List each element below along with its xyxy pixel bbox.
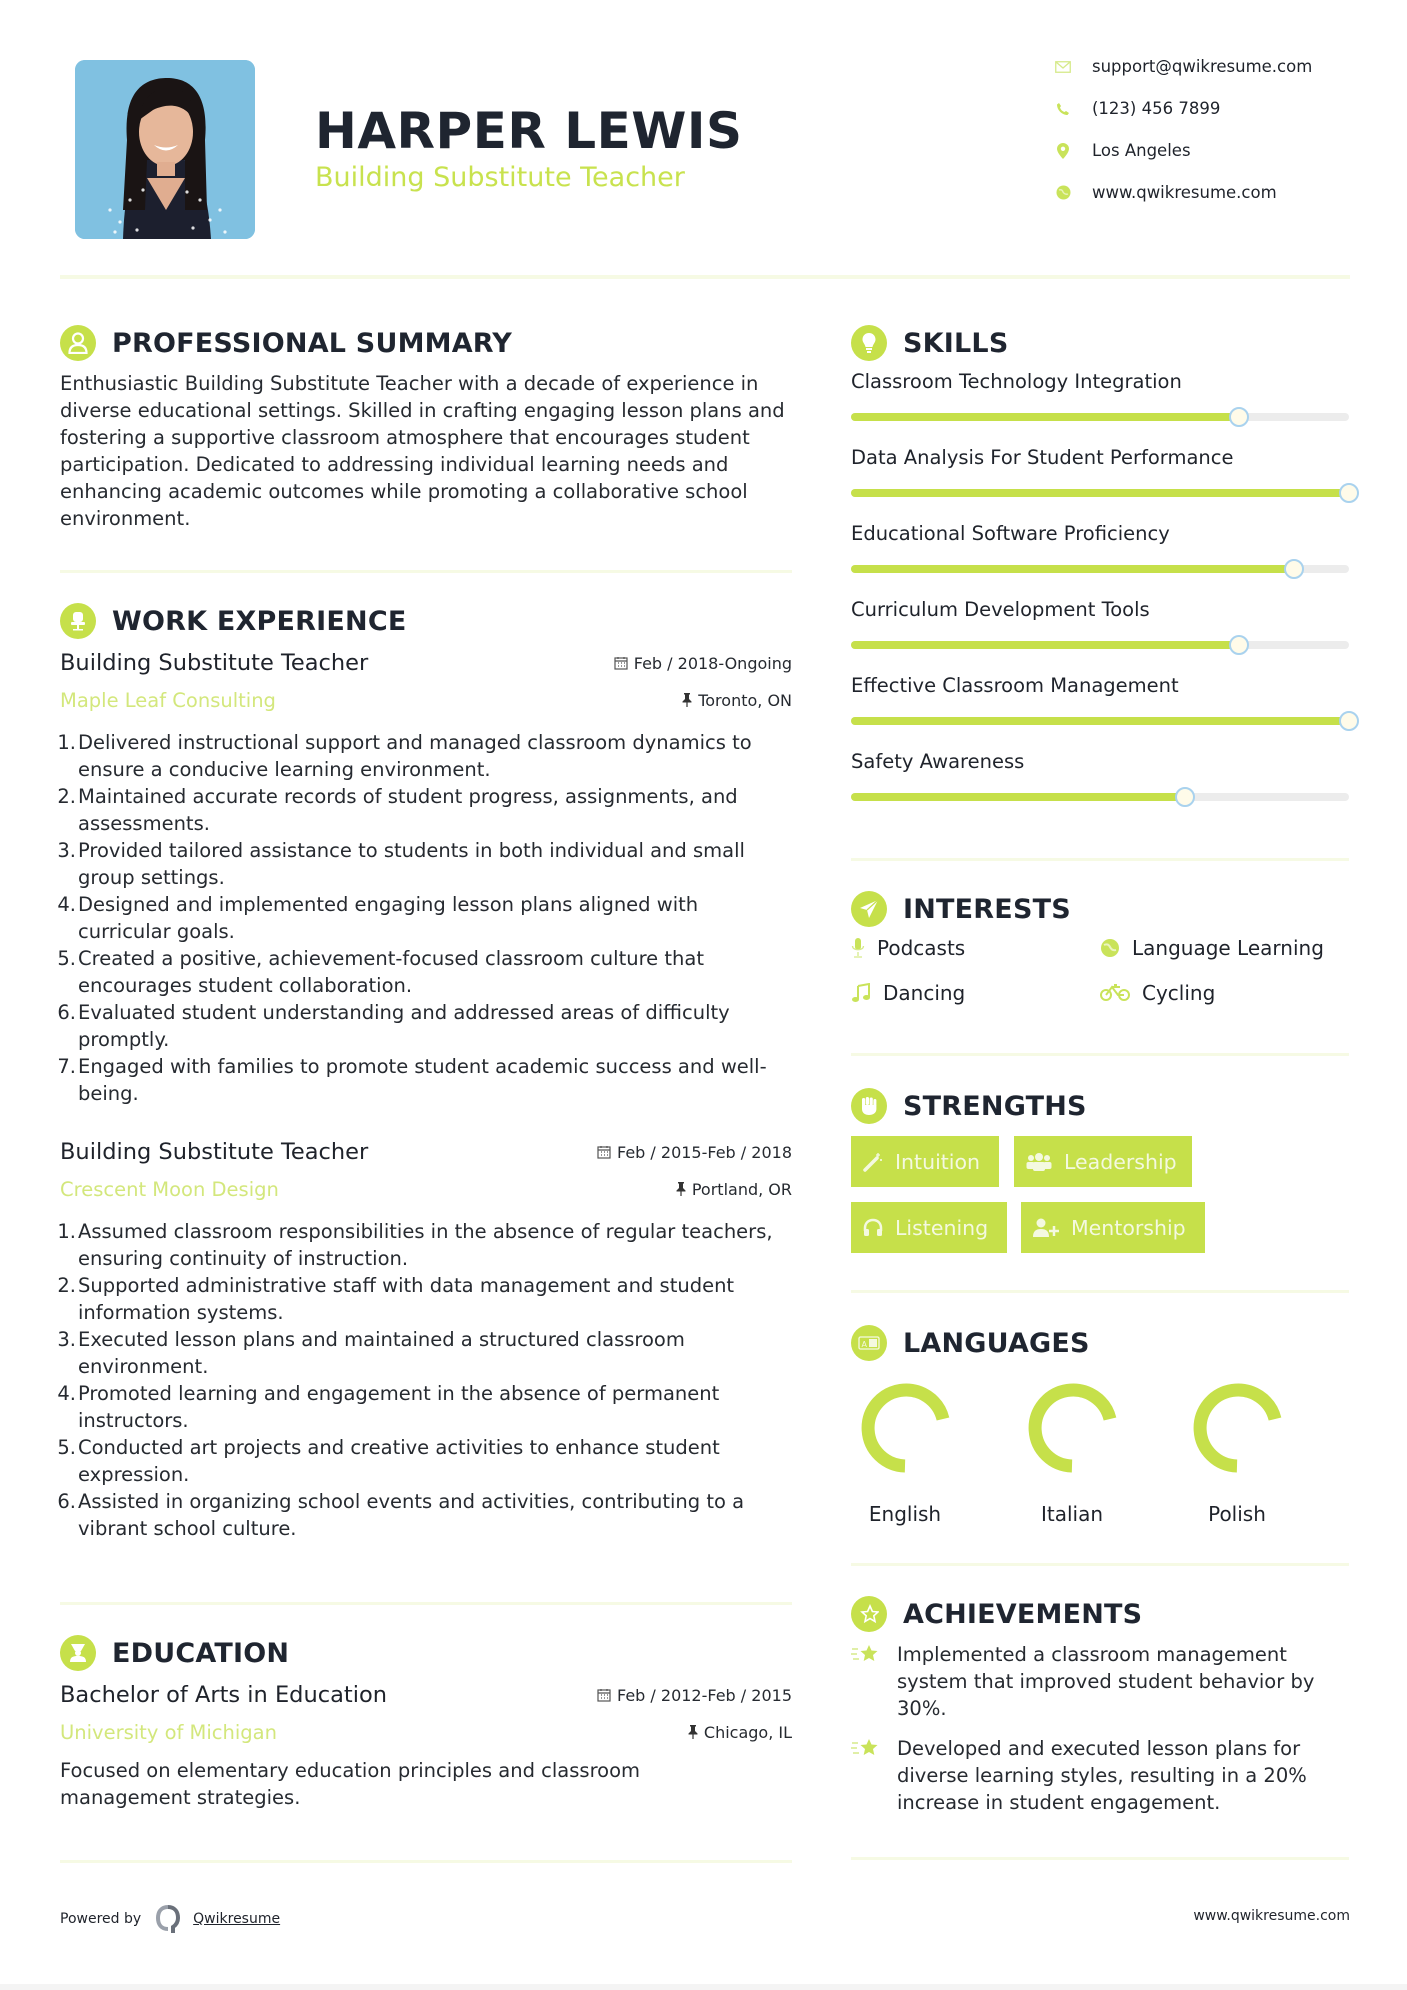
list-item: Assisted in organizing school events and activities, contributing to a vibrant school culture. — [78, 1490, 745, 1540]
education-location: Chicago, IL — [688, 1723, 792, 1742]
list-item: Designed and implemented engaging lesson plans aligned with curricular goals. — [78, 893, 699, 943]
qwikresume-logo-icon — [155, 1904, 181, 1934]
summary-title: PROFESSIONAL SUMMARY — [112, 327, 513, 359]
job-dates: Feb / 2018-Ongoing — [614, 654, 792, 673]
skill-item — [851, 370, 1349, 446]
languages-title: LANGUAGES — [903, 1327, 1090, 1359]
candidate-name: HARPER LEWIS — [315, 102, 743, 160]
skill-bar — [851, 793, 1349, 801]
skill-bar-fill — [851, 641, 1239, 649]
language-label: Polish — [1208, 1502, 1266, 1526]
skill-bar-fill — [851, 717, 1349, 725]
microphone-icon — [851, 937, 865, 959]
language-polish — [1177, 1378, 1297, 1526]
candidate-title: Building Substitute Teacher — [315, 162, 685, 193]
job-responsibilities — [60, 1218, 792, 1542]
language-italian — [1012, 1378, 1132, 1526]
language-label: English — [868, 1502, 942, 1526]
skills-list — [851, 370, 1349, 826]
education-dates: Feb / 2012-Feb / 2015 — [597, 1686, 792, 1705]
education-description: Focused on elementary education principles and classroom management strategies. — [60, 1759, 641, 1809]
paper-plane-icon — [851, 891, 887, 927]
user-icon — [60, 325, 96, 361]
skill-label: Classroom Technology Integration — [851, 370, 1182, 393]
job-location: Toronto, ON — [682, 691, 792, 710]
svg-text:A: A — [861, 1340, 867, 1349]
skill-item — [851, 674, 1349, 750]
language-progress-ring — [1022, 1378, 1122, 1478]
powered-by-label: Powered by — [60, 1911, 142, 1927]
skill-item — [851, 446, 1349, 522]
list-item: Created a positive, achievement-focused classroom culture that encourages student collaboration. — [78, 947, 704, 997]
skill-item — [851, 750, 1349, 826]
summary-divider — [60, 570, 792, 573]
skill-label: Curriculum Development Tools — [851, 598, 1150, 621]
education-divider — [60, 1860, 792, 1863]
language-progress-ring — [1187, 1378, 1287, 1478]
skill-bar-knob — [1339, 711, 1359, 731]
skill-bar — [851, 641, 1349, 649]
strengths-title: STRENGTHS — [903, 1090, 1087, 1122]
list-item: Conducted art projects and creative activities to enhance student expression. — [78, 1436, 720, 1486]
skill-bar-fill — [851, 413, 1239, 421]
list-item: Maintained accurate records of student progress, assignments, and assessments. — [78, 785, 738, 835]
skill-bar-fill — [851, 565, 1294, 573]
job-entry-2 — [60, 1137, 792, 1542]
contact-phone-text: (123) 456 7899 — [1092, 99, 1221, 118]
strengths-divider — [851, 1290, 1349, 1293]
experience-title: WORK EXPERIENCE — [112, 605, 407, 637]
globe-icon — [1052, 185, 1074, 200]
languages-divider — [851, 1563, 1349, 1566]
interest-language-learning: Language Learning — [1100, 936, 1324, 960]
strengths-heading — [851, 1086, 1087, 1126]
contact-location — [1052, 141, 1372, 160]
list-item: Assumed classroom responsibilities in the absence of regular teachers, ensuring continuity of instruction. — [78, 1220, 773, 1270]
job-title: Building Substitute Teacher — [60, 1139, 369, 1165]
company-name: Crescent Moon Design — [60, 1177, 279, 1201]
school-name: University of Michigan — [60, 1720, 277, 1744]
contact-website[interactable] — [1052, 183, 1372, 202]
chair-icon — [60, 603, 96, 639]
education-heading — [60, 1633, 289, 1673]
pushpin-icon — [688, 1725, 698, 1739]
skills-divider — [851, 858, 1349, 861]
summary-text: Enthusiastic Building Substitute Teacher with a decade of experience in diverse educational settings. Skilled in crafting engaging lesson plans and fostering a supportive classroom atmosphere that encourages student participation. Dedicated to addressing individual learning needs and enhancing academic outcomes while promoting a collaborative school environment. — [60, 372, 785, 530]
graduate-icon — [60, 1635, 96, 1671]
skill-bar-knob — [1284, 559, 1304, 579]
job-entry-1 — [60, 648, 792, 1107]
globe-icon — [1100, 938, 1120, 958]
footer-website[interactable]: www.qwikresume.com — [1193, 1908, 1350, 1924]
achievements-divider — [851, 1857, 1349, 1860]
pushpin-icon — [682, 693, 692, 707]
users-icon — [1026, 1152, 1052, 1172]
skill-label: Effective Classroom Management — [851, 674, 1179, 697]
skill-bar — [851, 413, 1349, 421]
skills-title: SKILLS — [903, 327, 1009, 359]
job-title: Building Substitute Teacher — [60, 650, 369, 676]
language-label: Italian — [1040, 1502, 1104, 1526]
language-progress-ring — [855, 1378, 955, 1478]
page-bottom-edge — [0, 1984, 1407, 1990]
skill-bar-fill — [851, 489, 1349, 497]
contact-phone[interactable] — [1052, 99, 1372, 118]
calendar-icon — [597, 1145, 611, 1159]
list-item: Provided tailored assistance to students in both individual and small group settings. — [78, 839, 745, 889]
contact-email-text: support@qwikresume.com — [1092, 57, 1313, 76]
pushpin-icon — [676, 1182, 686, 1196]
experience-heading — [60, 601, 406, 641]
shooting-star-icon — [851, 1735, 897, 1766]
interests-heading — [851, 889, 1071, 929]
footer-powered-by — [60, 1904, 280, 1934]
skill-bar — [851, 489, 1349, 497]
skill-bar-fill — [851, 793, 1185, 801]
skill-item — [851, 598, 1349, 674]
list-item: Evaluated student understanding and addressed areas of difficulty promptly. — [78, 1001, 730, 1051]
skill-bar-knob — [1339, 483, 1359, 503]
strength-chip-leadership: Leadership — [1014, 1136, 1192, 1187]
translate-icon — [851, 1325, 887, 1361]
skill-bar — [851, 565, 1349, 573]
job-location: Portland, OR — [676, 1180, 792, 1199]
skill-bar — [851, 717, 1349, 725]
skill-label: Educational Software Proficiency — [851, 522, 1170, 545]
achievements-heading — [851, 1594, 1142, 1634]
interest-cycling: Cycling — [1100, 981, 1215, 1005]
interest-dancing: Dancing — [851, 981, 965, 1005]
interest-podcasts: Podcasts — [851, 936, 965, 960]
list-item: Executed lesson plans and maintained a structured classroom environment. — [78, 1328, 685, 1378]
contact-website-text: www.qwikresume.com — [1092, 183, 1277, 202]
profile-photo — [75, 60, 255, 239]
skill-item — [851, 522, 1349, 598]
interests-divider — [851, 1053, 1349, 1056]
list-item: Delivered instructional support and managed classroom dynamics to ensure a conducive learning environment. — [78, 731, 752, 781]
achievements-title: ACHIEVEMENTS — [903, 1598, 1143, 1630]
fist-icon — [851, 1088, 887, 1124]
skill-bar-knob — [1175, 787, 1195, 807]
shooting-star-icon — [851, 1641, 897, 1672]
list-item: Promoted learning and engagement in the absence of permanent instructors. — [78, 1382, 720, 1432]
envelope-icon — [1052, 61, 1074, 73]
skill-bar-knob — [1229, 407, 1249, 427]
strength-chip-mentorship: Mentorship — [1021, 1202, 1205, 1253]
degree-name: Bachelor of Arts in Education — [60, 1682, 387, 1708]
education-entry — [60, 1680, 792, 1811]
languages-heading — [851, 1323, 1090, 1363]
header-divider — [60, 275, 1350, 279]
job-dates: Feb / 2015-Feb / 2018 — [597, 1143, 792, 1162]
strength-chip-intuition: Intuition — [851, 1136, 999, 1187]
skill-bar-knob — [1229, 635, 1249, 655]
company-name: Maple Leaf Consulting — [60, 688, 276, 712]
experience-divider — [60, 1602, 792, 1605]
strength-chip-listening: Listening — [851, 1202, 1007, 1253]
skill-label: Safety Awareness — [851, 750, 1025, 773]
achievement-item: Implemented a classroom management system that improved student behavior by 30%. — [851, 1641, 1349, 1722]
map-pin-icon — [1052, 143, 1074, 159]
skills-heading — [851, 323, 1008, 363]
phone-icon — [1052, 102, 1074, 116]
skill-label: Data Analysis For Student Performance — [851, 446, 1234, 469]
list-item: Engaged with families to promote student academic success and well-being. — [78, 1055, 767, 1105]
magic-wand-icon — [863, 1152, 883, 1172]
calendar-icon — [597, 1688, 611, 1702]
qwikresume-link[interactable]: Qwikresume — [193, 1911, 281, 1927]
education-title: EDUCATION — [112, 1637, 290, 1669]
interests-title: INTERESTS — [903, 893, 1071, 925]
job-responsibilities — [60, 729, 792, 1107]
calendar-icon — [614, 656, 628, 670]
music-note-icon — [851, 983, 871, 1003]
contact-email[interactable] — [1052, 57, 1372, 76]
contact-location-text: Los Angeles — [1092, 141, 1191, 160]
headphones-icon — [863, 1218, 883, 1238]
list-item: Supported administrative staff with data management and student information systems. — [78, 1274, 735, 1324]
bicycle-icon — [1100, 984, 1130, 1002]
lightbulb-icon — [851, 325, 887, 361]
language-english — [845, 1378, 965, 1526]
achievement-item: Developed and executed lesson plans for diverse learning styles, resulting in a 20% increase in student engagement. — [851, 1735, 1349, 1816]
summary-heading — [60, 323, 512, 363]
star-icon — [851, 1596, 887, 1632]
user-plus-icon — [1033, 1218, 1059, 1238]
